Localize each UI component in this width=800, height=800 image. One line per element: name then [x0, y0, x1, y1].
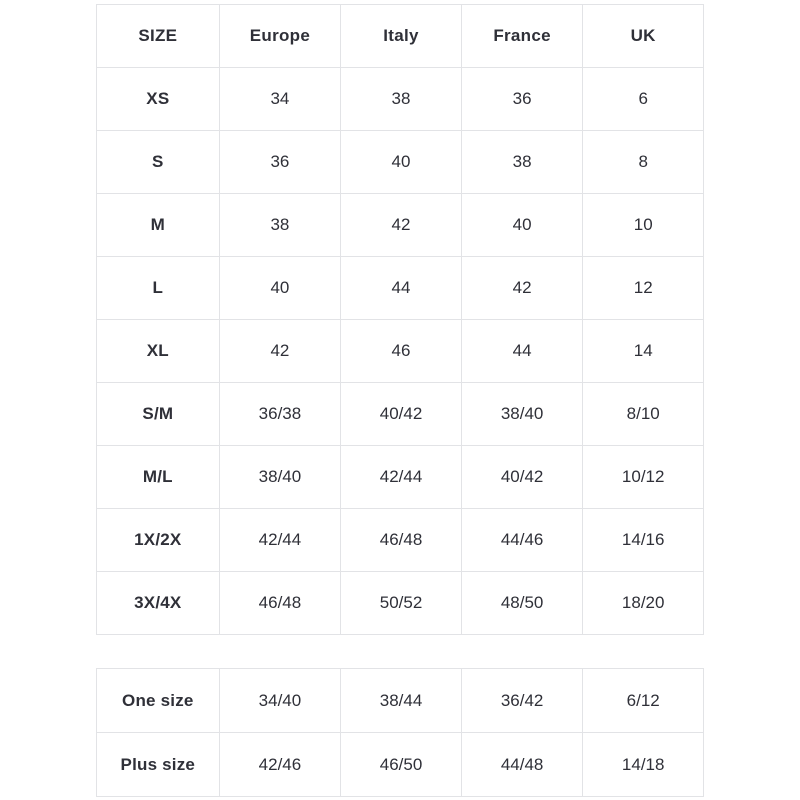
row-label: 3X/4X [97, 572, 220, 635]
one-size-conversion-table [96, 668, 704, 797]
cell-italy: 44 [341, 257, 462, 320]
cell-uk: 10 [583, 194, 704, 257]
table-row [97, 733, 704, 797]
row-label: Plus size [97, 733, 220, 797]
cell-uk: 10/12 [583, 446, 704, 509]
table-header [97, 5, 704, 68]
table-header-row [97, 5, 704, 68]
table-body [97, 68, 704, 635]
cell-europe: 34/40 [219, 669, 341, 733]
table-row [97, 572, 704, 635]
column-header-italy: Italy [341, 5, 462, 68]
cell-uk: 12 [583, 257, 704, 320]
cell-france: 44/46 [461, 509, 583, 572]
cell-france: 44/48 [461, 733, 583, 797]
cell-uk: 18/20 [583, 572, 704, 635]
cell-uk: 6/12 [583, 669, 704, 733]
cell-italy: 40/42 [341, 383, 462, 446]
table-row [97, 669, 704, 733]
table-row [97, 509, 704, 572]
row-label: M/L [97, 446, 220, 509]
column-header-france: France [461, 5, 583, 68]
cell-france: 40/42 [461, 446, 583, 509]
cell-europe: 36 [219, 131, 341, 194]
cell-uk: 6 [583, 68, 704, 131]
cell-france: 42 [461, 257, 583, 320]
row-label: L [97, 257, 220, 320]
table-row [97, 68, 704, 131]
cell-italy: 46 [341, 320, 462, 383]
cell-italy: 46/48 [341, 509, 462, 572]
cell-france: 36/42 [461, 669, 583, 733]
row-label: XS [97, 68, 220, 131]
cell-italy: 38 [341, 68, 462, 131]
row-label: M [97, 194, 220, 257]
cell-italy: 42/44 [341, 446, 462, 509]
cell-europe: 42 [219, 320, 341, 383]
cell-europe: 38 [219, 194, 341, 257]
cell-europe: 34 [219, 68, 341, 131]
cell-europe: 42/46 [219, 733, 341, 797]
cell-uk: 14/16 [583, 509, 704, 572]
table-row [97, 257, 704, 320]
cell-europe: 36/38 [219, 383, 341, 446]
row-label: One size [97, 669, 220, 733]
cell-uk: 14 [583, 320, 704, 383]
table-row [97, 194, 704, 257]
cell-italy: 38/44 [341, 669, 462, 733]
cell-france: 36 [461, 68, 583, 131]
cell-europe: 40 [219, 257, 341, 320]
row-label: S [97, 131, 220, 194]
table-row [97, 131, 704, 194]
column-header-size: SIZE [97, 5, 220, 68]
cell-europe: 46/48 [219, 572, 341, 635]
cell-france: 44 [461, 320, 583, 383]
size-conversion-table [96, 4, 704, 635]
cell-france: 38/40 [461, 383, 583, 446]
cell-italy: 40 [341, 131, 462, 194]
cell-italy: 42 [341, 194, 462, 257]
table-row [97, 320, 704, 383]
cell-uk: 8/10 [583, 383, 704, 446]
column-header-uk: UK [583, 5, 704, 68]
table-row [97, 446, 704, 509]
cell-france: 38 [461, 131, 583, 194]
cell-france: 40 [461, 194, 583, 257]
cell-italy: 46/50 [341, 733, 462, 797]
row-label: XL [97, 320, 220, 383]
cell-europe: 38/40 [219, 446, 341, 509]
cell-italy: 50/52 [341, 572, 462, 635]
cell-europe: 42/44 [219, 509, 341, 572]
cell-france: 48/50 [461, 572, 583, 635]
cell-uk: 8 [583, 131, 704, 194]
table-row [97, 383, 704, 446]
table-body [97, 669, 704, 797]
row-label: S/M [97, 383, 220, 446]
column-header-europe: Europe [219, 5, 341, 68]
row-label: 1X/2X [97, 509, 220, 572]
cell-uk: 14/18 [583, 733, 704, 797]
